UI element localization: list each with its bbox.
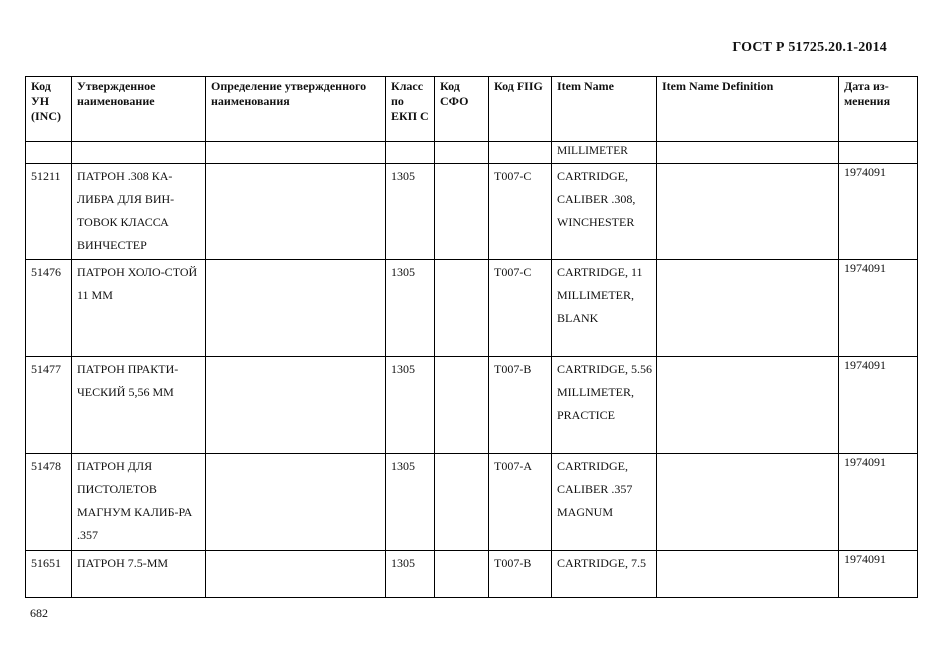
cell-sfo	[435, 260, 489, 357]
col-header-definition: Определение утвержденного наименования	[206, 77, 386, 142]
cell-definition	[206, 357, 386, 454]
continuation-row	[26, 142, 918, 164]
cell-date: 1974091	[839, 454, 918, 551]
cell-sfo	[435, 454, 489, 551]
table-row	[26, 454, 918, 551]
cell-sfo	[435, 551, 489, 598]
col-header-name: Утвержденное наименование	[72, 77, 206, 142]
cell-fiig: T007-C	[489, 164, 552, 260]
cell-name: ПАТРОН ПРАКТИ-ЧЕСКИЙ 5,56 ММ	[72, 357, 206, 454]
cell-item-definition	[657, 164, 839, 260]
cell-code: 51211	[26, 164, 72, 260]
cell-class: 1305	[386, 357, 435, 454]
cell-definition	[206, 551, 386, 598]
col-header-class: Класс по ЕКП С	[386, 77, 435, 142]
cell-item-definition	[657, 260, 839, 357]
cell-item-name: CARTRIDGE, 11 MILLIMETER, BLANK	[552, 260, 657, 357]
cell-item-name: CARTRIDGE, 5.56 MILLIMETER, PRACTICE	[552, 357, 657, 454]
cell-class: 1305	[386, 164, 435, 260]
cell-code: 51476	[26, 260, 72, 357]
cell-item-definition	[657, 454, 839, 551]
col-header-sfo: Код СФО	[435, 77, 489, 142]
cell-name: ПАТРОН 7.5-ММ	[72, 551, 206, 598]
cell-fiig: T007-A	[489, 454, 552, 551]
cell-item-definition	[657, 551, 839, 598]
cell-fiig: T007-B	[489, 357, 552, 454]
cell-name: ПАТРОН ХОЛО-СТОЙ 11 ММ	[72, 260, 206, 357]
table-header-row	[26, 77, 918, 142]
cell-sfo	[435, 164, 489, 260]
document-title: ГОСТ Р 51725.20.1-2014	[732, 40, 887, 55]
cell-sfo	[435, 357, 489, 454]
cell-class: 1305	[386, 551, 435, 598]
cell-definition	[206, 260, 386, 357]
cell-code: 51477	[26, 357, 72, 454]
col-header-code: Код УН (INC)	[26, 77, 72, 142]
cell-item-definition	[657, 357, 839, 454]
cell-class: 1305	[386, 260, 435, 357]
cell-date: 1974091	[839, 260, 918, 357]
cell-item-name: CARTRIDGE, CALIBER .308, WINCHESTER	[552, 164, 657, 260]
cell-date: 1974091	[839, 357, 918, 454]
cell-fiig: T007-B	[489, 551, 552, 598]
cell-date: 1974091	[839, 551, 918, 598]
continuation-item-name: MILLIMETER	[552, 142, 657, 164]
col-header-item-name: Item Name	[552, 77, 657, 142]
cell-definition	[206, 164, 386, 260]
col-header-fiig: Код FIIG	[489, 77, 552, 142]
table-row	[26, 551, 918, 598]
table-row	[26, 357, 918, 454]
table-row	[26, 164, 918, 260]
items-table	[25, 76, 918, 598]
cell-item-name: CARTRIDGE, 7.5	[552, 551, 657, 598]
page-number: 682	[30, 606, 48, 620]
table-row	[26, 260, 918, 357]
cell-class: 1305	[386, 454, 435, 551]
cell-definition	[206, 454, 386, 551]
cell-fiig: T007-C	[489, 260, 552, 357]
cell-item-name: CARTRIDGE, CALIBER .357 MAGNUM	[552, 454, 657, 551]
cell-date: 1974091	[839, 164, 918, 260]
cell-code: 51651	[26, 551, 72, 598]
col-header-item-definition: Item Name Definition	[657, 77, 839, 142]
col-header-date: Дата из-менения	[839, 77, 918, 142]
cell-code: 51478	[26, 454, 72, 551]
cell-name: ПАТРОН .308 КА-ЛИБРА ДЛЯ ВИН-ТОВОК КЛАССА ВИНЧЕСТЕР	[72, 164, 206, 260]
cell-name: ПАТРОН ДЛЯ ПИСТОЛЕТОВ МАГНУМ КАЛИБ-РА .357	[72, 454, 206, 551]
